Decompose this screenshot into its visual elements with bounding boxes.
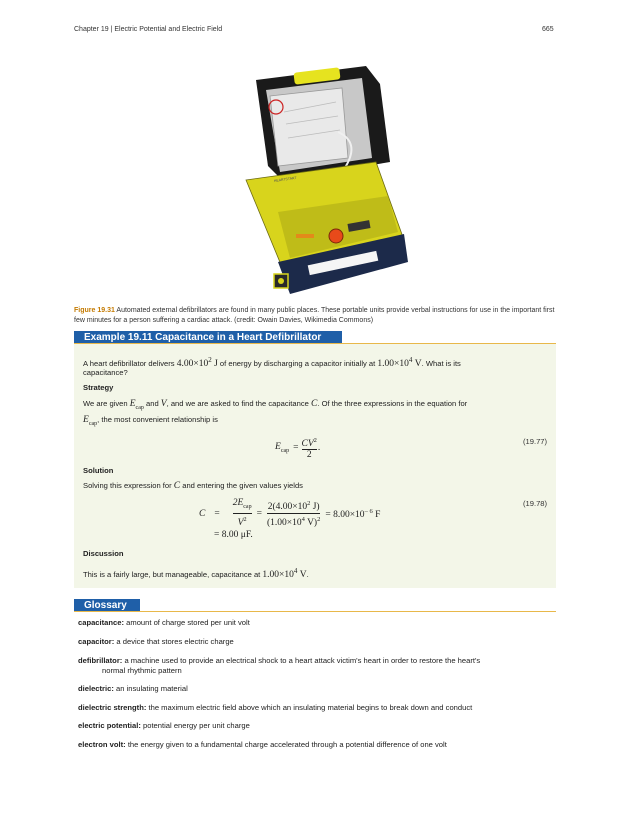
defibrillator-figure	[238, 62, 408, 302]
problem-text-a: A heart defibrillator delivers	[83, 359, 175, 369]
status-leds	[296, 234, 314, 238]
glossary-entry: capacitance: amount of charge stored per unit volt	[78, 618, 250, 627]
device-brand-text: HEARTSTART	[273, 175, 297, 183]
problem-energy: $4.00\times 10^2$ J	[176, 356, 218, 370]
example-title: Example 19.11 Capacitance in a Heart Defibrillator	[74, 331, 342, 344]
var-E-cap: $E_{cap}$	[129, 399, 144, 411]
equation-19-77	[274, 436, 321, 460]
solution-heading: Solution	[83, 466, 114, 475]
figure-caption-text: Automated external defibrillators are found in many public places. These portable units provide verbal instructions for use in the important first few minutes for a person suffering a cardiac attack. (credit: Owain Davies, Wikimedia Commons)	[74, 307, 555, 324]
glossary-entry: electron volt: the energy given to a fundamental charge accelerated through a potential difference of one volt	[78, 740, 447, 749]
strategy-heading: Strategy	[83, 383, 114, 392]
strategy-text: We are given $E_{cap}$ and V, and we are asked to find the capacitance C. Of the three expressions in the equation for	[83, 399, 468, 411]
solution-text: Solving this expression for C and entering the given values yields	[83, 481, 303, 491]
electrode-pack	[270, 88, 348, 166]
glossary-entry: dielectric strength: the maximum electric field above which an insulating material begins to break down and conduct	[78, 703, 473, 712]
problem-text-d: capacitance?	[83, 368, 128, 377]
equation-number-19-78: (19.78)	[523, 499, 548, 508]
problem-text-b: of energy by discharging a capacitor initially at	[219, 359, 376, 369]
equation-number-19-77: (19.77)	[523, 437, 548, 446]
var-V: V	[160, 399, 167, 409]
example-box	[74, 344, 556, 588]
var-E-cap-2: $E_{cap}$	[83, 415, 98, 427]
running-header: Chapter 19 | Electric Potential and Electric Field	[74, 26, 223, 33]
glossary-entry: dielectric: an insulating material	[78, 684, 188, 693]
equation-19-78-table: C = $2E_{cap}$ $V^2$ = $2(4.00\times 10^2$ J) ($1.00\times 10^4$ V)$^2$ = $8.00\times 10^{- 6}$ F	[199, 498, 381, 529]
equation-19-77-table: $E_{cap}$ = $CV^2$ 2 .	[275, 437, 321, 461]
discussion-text: This is a fairly large, but manageable, capacitance at $1.00\times 10^4$ V.	[83, 567, 309, 581]
equation-19-78	[198, 498, 381, 529]
figure-label: Figure 19.31	[74, 307, 115, 314]
discussion-heading: Discussion	[83, 549, 124, 558]
example-problem	[83, 355, 553, 369]
problem-text-c: . What is its	[421, 359, 461, 369]
glossary-entry: electric potential: potential energy per unit charge	[78, 721, 250, 730]
figure-caption	[74, 306, 558, 325]
equation-19-78-line-2: = 8.00 μF.	[214, 530, 253, 540]
strategy-text-2: $E_{cap}$, the most convenient relationship is	[83, 415, 218, 427]
shock-button	[329, 229, 343, 243]
glossary-entry: capacitor: a device that stores electric charge	[78, 637, 234, 646]
glossary-title: Glossary	[74, 599, 140, 612]
var-C: C	[311, 399, 318, 409]
page-number: 665	[542, 26, 554, 33]
glossary-entry: defibrillator: a machine used to provide an electrical shock to a heart attack victim's heart in order to restore the heart's normal rhythmic pattern	[78, 656, 481, 675]
glossary-title-rule	[74, 611, 556, 612]
problem-voltage: $1.00\times 10^4$ V	[377, 356, 422, 370]
